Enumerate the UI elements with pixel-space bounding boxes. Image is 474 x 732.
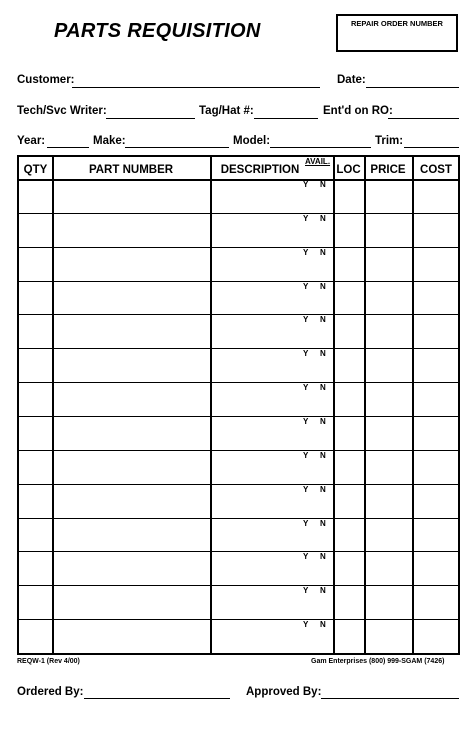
avail-no-option[interactable]: N	[320, 281, 326, 291]
column-divider	[364, 157, 366, 653]
avail-no-option[interactable]: N	[320, 552, 326, 562]
row-divider	[19, 247, 458, 248]
row-divider	[19, 382, 458, 383]
avail-no-option[interactable]: N	[320, 180, 326, 189]
approved-by-label: Approved By:	[246, 686, 322, 698]
model-label: Model:	[233, 135, 271, 147]
avail-yes-option[interactable]: Y	[303, 450, 309, 460]
header-divider	[19, 179, 458, 181]
avail-no-option[interactable]: N	[320, 484, 326, 494]
row-divider	[19, 585, 458, 586]
year-field[interactable]	[47, 147, 89, 148]
row-divider	[19, 213, 458, 214]
avail-yes-option[interactable]: Y	[303, 281, 309, 291]
tech-svc-writer-label: Tech/Svc Writer:	[17, 105, 107, 117]
parts-table	[17, 155, 460, 655]
form-code: REQW-1 (Rev 4/00)	[17, 658, 80, 665]
ordered-by-label: Ordered By:	[17, 686, 84, 698]
avail-no-option[interactable]: N	[320, 247, 326, 257]
avail-yes-option[interactable]: Y	[303, 180, 309, 189]
avail-yes-option[interactable]: Y	[303, 552, 309, 562]
row-divider	[19, 348, 458, 349]
avail-yes-option[interactable]: Y	[303, 349, 309, 359]
column-header-part-number: PART NUMBER	[88, 164, 174, 176]
approved-by-field[interactable]	[321, 698, 459, 699]
avail-no-option[interactable]: N	[320, 349, 326, 359]
avail-yes-option[interactable]: Y	[303, 518, 309, 528]
avail-no-option[interactable]: N	[320, 417, 326, 426]
row-divider	[19, 484, 458, 485]
row-divider	[19, 518, 458, 519]
avail-yes-option[interactable]: Y	[303, 383, 309, 393]
column-header-qty: QTY	[23, 164, 48, 176]
column-header-loc: LOC	[336, 164, 361, 176]
model-field[interactable]	[270, 147, 371, 148]
tag-hat-label: Tag/Hat #:	[199, 105, 254, 117]
row-divider	[19, 619, 458, 620]
column-divider	[333, 157, 335, 653]
repair-order-label: REPAIR ORDER NUMBER	[351, 19, 443, 28]
column-divider	[52, 157, 54, 653]
avail-no-option[interactable]: N	[320, 315, 326, 325]
avail-yes-option[interactable]: Y	[303, 484, 309, 494]
avail-yes-option[interactable]: Y	[303, 247, 309, 257]
date-label: Date:	[337, 74, 366, 86]
avail-yes-option[interactable]: Y	[303, 213, 309, 223]
tech-svc-writer-field[interactable]	[106, 118, 195, 119]
repair-order-number-box[interactable]	[336, 14, 458, 52]
column-header-description: DESCRIPTION	[220, 164, 300, 176]
column-header-cost: COST	[420, 164, 452, 176]
row-divider	[19, 450, 458, 451]
avail-yes-option[interactable]: Y	[303, 417, 309, 426]
customer-label: Customer:	[17, 74, 75, 86]
column-header-price: PRICE	[370, 164, 406, 176]
year-label: Year:	[17, 135, 46, 147]
trim-label: Trim:	[375, 135, 404, 147]
form-title: PARTS REQUISITION	[54, 20, 261, 42]
date-field[interactable]	[366, 87, 459, 88]
row-divider	[19, 551, 458, 552]
entd-on-ro-field[interactable]	[388, 118, 459, 119]
ordered-by-field[interactable]	[84, 698, 230, 699]
avail-no-option[interactable]: N	[320, 518, 326, 528]
row-divider	[19, 314, 458, 315]
tag-hat-field[interactable]	[254, 118, 318, 119]
customer-field[interactable]	[72, 87, 320, 88]
avail-yes-option[interactable]: Y	[303, 315, 309, 325]
row-divider	[19, 416, 458, 417]
avail-no-option[interactable]: N	[320, 586, 326, 596]
avail-yes-option[interactable]: Y	[303, 620, 309, 630]
publisher-info: Gam Enterprises (800) 999-SGAM (7426)	[311, 658, 445, 665]
avail-yes-option[interactable]: Y	[303, 586, 309, 596]
row-divider	[19, 281, 458, 282]
column-divider	[210, 157, 212, 653]
trim-field[interactable]	[404, 147, 459, 148]
make-label: Make:	[93, 135, 126, 147]
avail-no-option[interactable]: N	[320, 450, 326, 460]
column-header-avail: AVAIL.	[305, 157, 331, 166]
column-divider	[412, 157, 414, 653]
avail-no-option[interactable]: N	[320, 383, 326, 393]
make-field[interactable]	[125, 147, 229, 148]
entd-on-ro-label: Ent'd on RO:	[323, 105, 393, 117]
avail-no-option[interactable]: N	[320, 213, 326, 223]
avail-no-option[interactable]: N	[320, 620, 326, 630]
